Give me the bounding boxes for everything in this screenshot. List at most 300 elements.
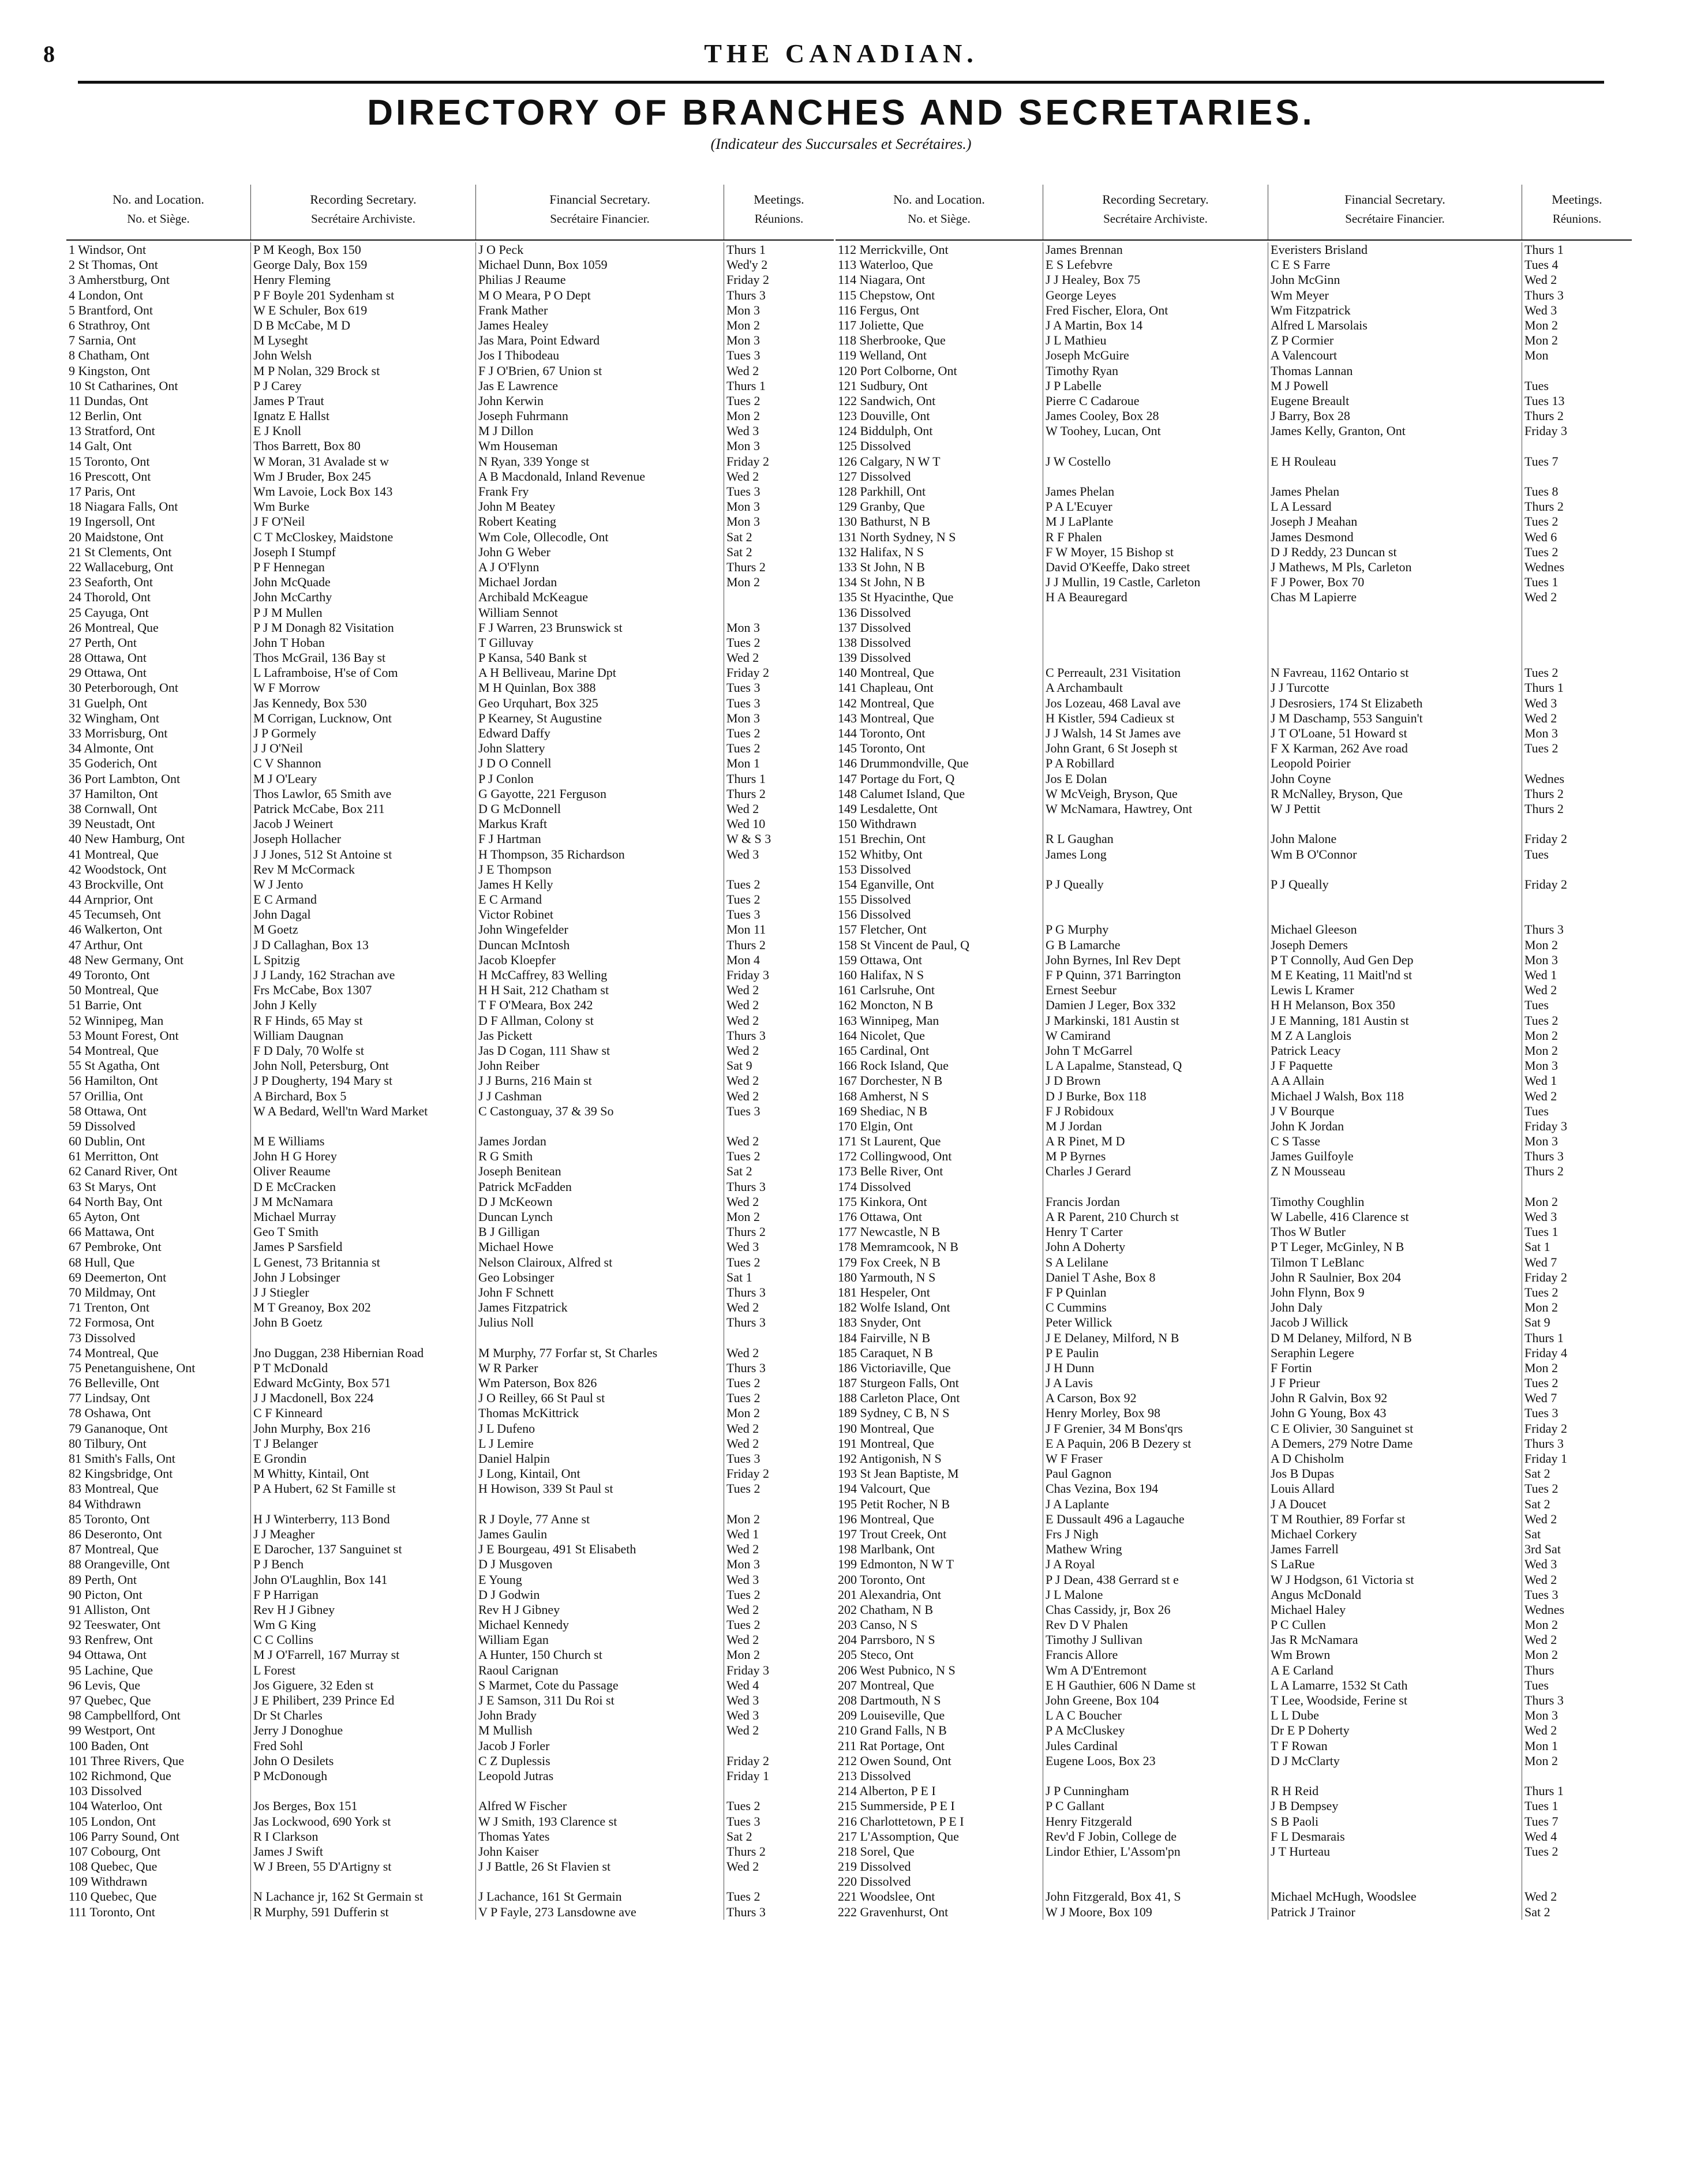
header-financial xyxy=(476,185,724,239)
recording-secretary-cell: L Laframboise, H'se of Com xyxy=(251,665,476,680)
page-title: DIRECTORY OF BRANCHES AND SECRETARIES. xyxy=(367,93,1315,133)
recording-secretary-cell: Wm J Bruder, Box 245 xyxy=(251,469,476,484)
financial-secretary-cell: J Lachance, 161 St Germain xyxy=(476,1889,724,1904)
location-cell: 141 Chapleau, Ont xyxy=(836,680,1043,695)
table-row xyxy=(836,288,1632,303)
location-cell: 88 Orangeville, Ont xyxy=(66,1557,251,1572)
recording-secretary-cell: M Goetz xyxy=(251,922,476,937)
recording-secretary-cell: J A Lavis xyxy=(1043,1376,1268,1391)
financial-secretary-cell: Joseph J Meahan xyxy=(1268,514,1522,529)
financial-secretary-cell: James Kelly, Granton, Ont xyxy=(1268,424,1522,439)
financial-secretary-cell: Angus McDonald xyxy=(1268,1587,1522,1602)
meeting-cell: Mon 3 xyxy=(1524,1058,1559,1073)
financial-secretary-cell: John Wingefelder xyxy=(476,922,724,937)
financial-secretary-cell: M H Quinlan, Box 388 xyxy=(476,680,724,695)
financial-secretary-cell: John Slattery xyxy=(476,741,724,756)
financial-secretary-cell: J F Paquette xyxy=(1268,1058,1522,1073)
location-cell: 10 St Catharines, Ont xyxy=(66,379,251,394)
location-cell: 8 Chatham, Ont xyxy=(66,348,251,363)
location-cell: 108 Quebec, Que xyxy=(66,1859,251,1874)
meeting-cell: Tues 2 xyxy=(1524,544,1559,559)
recording-secretary-cell: P F Boyle 201 Sydenham st xyxy=(251,288,476,303)
table-row xyxy=(836,1723,1632,1738)
financial-secretary-cell: Frank Mather xyxy=(476,303,724,318)
meeting-cell xyxy=(724,1119,834,1134)
meeting-cell: Friday 1 xyxy=(1524,1451,1567,1466)
financial-secretary-cell: Nelson Clairoux, Alfred st xyxy=(476,1255,724,1270)
table-row xyxy=(66,514,834,529)
financial-secretary-cell: John K Jordan xyxy=(1268,1119,1522,1134)
recording-secretary-cell: J J Meagher xyxy=(251,1527,476,1542)
table-row xyxy=(66,1874,834,1889)
meeting-cell: Wed 2 xyxy=(1524,1889,1557,1904)
recording-secretary-cell: George Daly, Box 159 xyxy=(251,257,476,272)
table-row xyxy=(836,560,1632,575)
location-cell: 42 Woodstock, Ont xyxy=(66,862,251,877)
table-row xyxy=(836,424,1632,439)
location-cell: 50 Montreal, Que xyxy=(66,983,251,998)
location-cell: 130 Bathurst, N B xyxy=(836,514,1043,529)
table-row xyxy=(66,983,834,998)
table-row xyxy=(836,1331,1632,1346)
running-head: THE CANADIAN. xyxy=(704,39,978,68)
header-financial-en: Financial Secretary. xyxy=(549,192,650,207)
recording-secretary-cell xyxy=(1043,439,1268,454)
meeting-cell: Wed 2 xyxy=(1524,1572,1557,1587)
meeting-cell: Wed 2 xyxy=(1524,1632,1557,1647)
meeting-cell: Tues 2 xyxy=(726,393,761,408)
table-row xyxy=(836,922,1632,937)
location-cell: 131 North Sydney, N S xyxy=(836,530,1043,545)
recording-secretary-cell: L Spitzig xyxy=(251,953,476,968)
recording-secretary-cell: Jerry J Donoghue xyxy=(251,1723,476,1738)
meeting-cell: Thurs 1 xyxy=(726,771,766,786)
location-cell: 178 Memramcook, N B xyxy=(836,1239,1043,1254)
location-cell: 29 Ottawa, Ont xyxy=(66,665,251,680)
meeting-cell: Wed 2 xyxy=(1524,710,1557,725)
financial-secretary-cell: J O Peck xyxy=(476,242,724,257)
table-row xyxy=(66,786,834,801)
table-row xyxy=(66,348,834,363)
table-row xyxy=(836,272,1632,287)
recording-secretary-cell: C F Kinneard xyxy=(251,1406,476,1421)
table-row xyxy=(836,1209,1632,1224)
meeting-cell: Wed 2 xyxy=(726,1345,759,1360)
financial-secretary-cell: William Egan xyxy=(476,1632,724,1647)
location-cell: 90 Picton, Ont xyxy=(66,1587,251,1602)
recording-secretary-cell: S A Lelilane xyxy=(1043,1255,1268,1270)
recording-secretary-cell: Wm Burke xyxy=(251,499,476,514)
recording-secretary-cell: J F Grenier, 34 M Bons'qrs xyxy=(1043,1421,1268,1436)
meeting-cell: Tues 2 xyxy=(726,1376,761,1391)
recording-secretary-cell: Jos E Dolan xyxy=(1043,771,1268,786)
meeting-cell: Thurs 3 xyxy=(1524,1149,1564,1164)
meeting-cell: Wed 2 xyxy=(726,1421,759,1436)
location-cell: 185 Caraquet, N B xyxy=(836,1346,1043,1361)
recording-secretary-cell: Geo T Smith xyxy=(251,1224,476,1239)
recording-secretary-cell: Jos Giguere, 32 Eden st xyxy=(251,1678,476,1693)
table-row xyxy=(66,1239,834,1254)
location-cell: 218 Sorel, Que xyxy=(836,1844,1043,1859)
table-row xyxy=(836,1073,1632,1088)
meeting-cell: Thurs 2 xyxy=(1524,499,1564,514)
table-row xyxy=(836,1693,1632,1708)
financial-secretary-cell: John G Weber xyxy=(476,545,724,560)
recording-secretary-cell: Paul Gagnon xyxy=(1043,1466,1268,1481)
table-row xyxy=(66,303,834,318)
location-cell: 136 Dissolved xyxy=(836,605,1043,620)
recording-secretary-cell: P E Paulin xyxy=(1043,1346,1268,1361)
table-row xyxy=(836,953,1632,968)
location-cell: 76 Belleville, Ont xyxy=(66,1376,251,1391)
table-row xyxy=(66,1739,834,1754)
location-cell: 73 Dissolved xyxy=(66,1331,251,1346)
financial-secretary-cell: H H Sait, 212 Chatham st xyxy=(476,983,724,998)
location-cell: 36 Port Lambton, Ont xyxy=(66,771,251,786)
meeting-cell: Mon 3 xyxy=(726,333,761,348)
location-cell: 102 Richmond, Que xyxy=(66,1769,251,1784)
table-row xyxy=(66,711,834,726)
recording-secretary-cell: P J Carey xyxy=(251,379,476,394)
table-row xyxy=(66,1285,834,1300)
financial-secretary-cell: Jacob J Forler xyxy=(476,1739,724,1754)
table-row xyxy=(66,1315,834,1330)
table-row xyxy=(66,680,834,695)
table-row xyxy=(66,1784,834,1799)
location-cell: 16 Prescott, Ont xyxy=(66,469,251,484)
financial-secretary-cell xyxy=(1268,862,1522,877)
meeting-cell: Wed 3 xyxy=(1524,302,1557,317)
recording-secretary-cell: Jacob J Weinert xyxy=(251,816,476,831)
location-cell: 51 Barrie, Ont xyxy=(66,998,251,1013)
location-cell: 99 Westport, Ont xyxy=(66,1723,251,1738)
meeting-cell: Tues 2 xyxy=(1524,1376,1559,1391)
table-row xyxy=(66,907,834,922)
recording-secretary-cell: Oliver Reaume xyxy=(251,1164,476,1179)
financial-secretary-cell: John Coyne xyxy=(1268,771,1522,786)
location-cell: 114 Niagara, Ont xyxy=(836,272,1043,287)
recording-secretary-cell: C Cummins xyxy=(1043,1300,1268,1315)
meeting-cell: Friday 2 xyxy=(726,1753,769,1768)
table-row xyxy=(836,1376,1632,1391)
financial-secretary-cell: W R Parker xyxy=(476,1361,724,1376)
recording-secretary-cell: W Moran, 31 Avalade st w xyxy=(251,454,476,469)
meeting-cell xyxy=(1522,364,1632,379)
financial-secretary-cell: A Hunter, 150 Church st xyxy=(476,1647,724,1662)
location-cell: 72 Formosa, Ont xyxy=(66,1315,251,1330)
meeting-cell: Mon 2 xyxy=(1524,1043,1559,1058)
table-row xyxy=(836,696,1632,711)
meeting-cell xyxy=(1522,605,1632,620)
table-row xyxy=(66,1632,834,1647)
financial-secretary-cell xyxy=(1268,892,1522,907)
recording-secretary-cell: Frs McCabe, Box 1307 xyxy=(251,983,476,998)
recording-secretary-cell: M P Nolan, 329 Brock st xyxy=(251,364,476,379)
financial-secretary-cell: Joseph Benitean xyxy=(476,1164,724,1179)
financial-secretary-cell: Michael Gleeson xyxy=(1268,922,1522,937)
meeting-cell xyxy=(1522,756,1632,771)
financial-secretary-cell xyxy=(1268,1769,1522,1784)
recording-secretary-cell: W E Schuler, Box 619 xyxy=(251,303,476,318)
financial-secretary-cell: Geo Urquhart, Box 325 xyxy=(476,696,724,711)
meeting-cell xyxy=(1522,635,1632,650)
table-row xyxy=(836,877,1632,892)
recording-secretary-cell: James P Sarsfield xyxy=(251,1239,476,1254)
recording-secretary-cell: John McCarthy xyxy=(251,590,476,605)
table-row xyxy=(836,1285,1632,1300)
table-row xyxy=(66,1164,834,1179)
meeting-cell: Mon 2 xyxy=(726,1647,761,1662)
recording-secretary-cell: C T McCloskey, Maidstone xyxy=(251,530,476,545)
table-row xyxy=(66,1527,834,1542)
location-cell: 107 Cobourg, Ont xyxy=(66,1844,251,1859)
table-row xyxy=(836,1663,1632,1678)
header-recording xyxy=(1043,185,1268,239)
recording-secretary-cell: A R Pinet, M D xyxy=(1043,1134,1268,1149)
meeting-cell: Wed 2 xyxy=(726,1300,759,1315)
table-row xyxy=(836,1255,1632,1270)
header-financial-en: Financial Secretary. xyxy=(1344,192,1445,207)
financial-secretary-cell: Thomas Yates xyxy=(476,1829,724,1844)
meeting-cell: Tues 2 xyxy=(726,1391,761,1406)
financial-secretary-cell: B J Gilligan xyxy=(476,1224,724,1239)
meeting-cell xyxy=(1522,620,1632,635)
table-row xyxy=(836,439,1632,454)
location-cell: 12 Berlin, Ont xyxy=(66,409,251,424)
table-row xyxy=(836,1361,1632,1376)
meeting-cell: Tues xyxy=(1524,1677,1549,1692)
meeting-cell: Tues 7 xyxy=(1524,454,1559,469)
recording-secretary-cell: Thos Barrett, Box 80 xyxy=(251,439,476,454)
location-cell: 100 Baden, Ont xyxy=(66,1739,251,1754)
location-cell: 155 Dissolved xyxy=(836,892,1043,907)
recording-secretary-cell: Timothy J Sullivan xyxy=(1043,1632,1268,1647)
financial-secretary-cell: John Flynn, Box 9 xyxy=(1268,1285,1522,1300)
location-cell: 150 Withdrawn xyxy=(836,816,1043,831)
financial-secretary-cell: John Kerwin xyxy=(476,394,724,409)
recording-secretary-cell: P J Dean, 438 Gerrard st e xyxy=(1043,1572,1268,1587)
table-row xyxy=(836,242,1632,257)
table-row xyxy=(836,1421,1632,1436)
table-row xyxy=(836,1905,1632,1920)
financial-secretary-cell: V P Fayle, 273 Lansdowne ave xyxy=(476,1905,724,1920)
table-row xyxy=(66,1663,834,1678)
location-cell: 182 Wolfe Island, Ont xyxy=(836,1300,1043,1315)
header-meetings xyxy=(1522,185,1632,239)
financial-secretary-cell: D J Musgoven xyxy=(476,1557,724,1572)
recording-secretary-cell: John T Hoban xyxy=(251,635,476,650)
meeting-cell xyxy=(724,590,834,605)
table-row xyxy=(66,1073,834,1088)
recording-secretary-cell: Wm Lavoie, Lock Box 143 xyxy=(251,484,476,499)
table-row xyxy=(836,1799,1632,1814)
recording-secretary-cell: Chas Vezina, Box 194 xyxy=(1043,1481,1268,1496)
location-cell: 211 Rat Portage, Ont xyxy=(836,1739,1043,1754)
location-cell: 199 Edmonton, N W T xyxy=(836,1557,1043,1572)
financial-secretary-cell: Wm Cole, Ollecodle, Ont xyxy=(476,530,724,545)
location-cell: 40 New Hamburg, Ont xyxy=(66,831,251,846)
location-cell: 22 Wallaceburg, Ont xyxy=(66,560,251,575)
meeting-cell: Wed 2 xyxy=(1524,1088,1557,1103)
location-cell: 157 Fletcher, Ont xyxy=(836,922,1043,937)
recording-secretary-cell: W A Bedard, Well'tn Ward Market xyxy=(251,1104,476,1119)
recording-secretary-cell: G B Lamarche xyxy=(1043,938,1268,953)
meeting-cell: Tues 2 xyxy=(726,876,761,891)
location-cell: 156 Dissolved xyxy=(836,907,1043,922)
location-cell: 18 Niagara Falls, Ont xyxy=(66,499,251,514)
financial-secretary-cell: R H Reid xyxy=(1268,1784,1522,1799)
meeting-cell xyxy=(1522,650,1632,665)
location-cell: 61 Merritton, Ont xyxy=(66,1149,251,1164)
recording-secretary-cell: W McNamara, Hawtrey, Ont xyxy=(1043,801,1268,816)
table-row xyxy=(836,983,1632,998)
location-cell: 132 Halifax, N S xyxy=(836,545,1043,560)
recording-secretary-cell: L A C Boucher xyxy=(1043,1708,1268,1723)
recording-secretary-cell: J J Walsh, 14 St James ave xyxy=(1043,726,1268,741)
table-row xyxy=(836,1572,1632,1587)
meeting-cell: Sat 9 xyxy=(726,1058,752,1073)
table-row xyxy=(836,484,1632,499)
meeting-cell xyxy=(724,1874,834,1889)
recording-secretary-cell: James Long xyxy=(1043,847,1268,862)
recording-secretary-cell: J A Martin, Box 14 xyxy=(1043,318,1268,333)
location-cell: 115 Chepstow, Ont xyxy=(836,288,1043,303)
recording-secretary-cell: P J M Mullen xyxy=(251,605,476,620)
meeting-cell: Tues 3 xyxy=(1524,1587,1559,1602)
location-cell: 39 Neustadt, Ont xyxy=(66,816,251,831)
location-cell: 106 Parry Sound, Ont xyxy=(66,1829,251,1844)
table-row xyxy=(66,1512,834,1527)
financial-secretary-cell: A H Belliveau, Marine Dpt xyxy=(476,665,724,680)
table-row xyxy=(836,1149,1632,1164)
header-recording-en: Recording Secretary. xyxy=(1102,192,1209,207)
location-cell: 151 Brechin, Ont xyxy=(836,831,1043,846)
financial-secretary-cell: Michael Kennedy xyxy=(476,1617,724,1632)
recording-secretary-cell: Pierre C Cadaroue xyxy=(1043,394,1268,409)
recording-secretary-cell: Francis Jordan xyxy=(1043,1194,1268,1209)
meeting-cell: Mon 2 xyxy=(726,1209,761,1224)
location-cell: 205 Steco, Ont xyxy=(836,1647,1043,1662)
recording-secretary-cell: H Kistler, 594 Cadieux st xyxy=(1043,711,1268,726)
recording-secretary-cell: F J Robidoux xyxy=(1043,1104,1268,1119)
meeting-cell xyxy=(1522,892,1632,907)
table-row xyxy=(836,741,1632,756)
header-meetings-en: Meetings. xyxy=(754,192,804,207)
meeting-cell: Wed 1 xyxy=(1524,1073,1557,1088)
recording-secretary-cell: J A Royal xyxy=(1043,1557,1268,1572)
recording-secretary-cell: Joseph Hollacher xyxy=(251,831,476,846)
financial-secretary-cell: Duncan McIntosh xyxy=(476,938,724,953)
table-row xyxy=(836,409,1632,424)
location-cell: 46 Walkerton, Ont xyxy=(66,922,251,937)
financial-secretary-cell: L A Lamarre, 1532 St Cath xyxy=(1268,1678,1522,1693)
recording-secretary-cell xyxy=(251,1874,476,1889)
recording-secretary-cell: J F O'Neil xyxy=(251,514,476,529)
financial-secretary-cell: E H Rouleau xyxy=(1268,454,1522,469)
location-cell: 139 Dissolved xyxy=(836,650,1043,665)
table-row xyxy=(836,1179,1632,1194)
meeting-cell: Mon 3 xyxy=(1524,726,1559,740)
financial-secretary-cell: A J O'Flynn xyxy=(476,560,724,575)
table-row xyxy=(66,816,834,831)
financial-secretary-cell xyxy=(476,1497,724,1512)
location-cell: 198 Marlbank, Ont xyxy=(836,1542,1043,1557)
header-location-en: No. and Location. xyxy=(113,192,204,207)
location-cell: 64 North Bay, Ont xyxy=(66,1194,251,1209)
table-row xyxy=(66,560,834,575)
location-cell: 188 Carleton Place, Ont xyxy=(836,1391,1043,1406)
financial-secretary-cell: Jos I Thibodeau xyxy=(476,348,724,363)
meeting-cell: Tues 3 xyxy=(726,907,761,922)
table-row xyxy=(66,1859,834,1874)
meeting-cell: Tues xyxy=(1524,846,1549,861)
meeting-cell: Mon 3 xyxy=(726,620,761,635)
location-cell: 78 Oshawa, Ont xyxy=(66,1406,251,1421)
location-cell: 57 Orillia, Ont xyxy=(66,1089,251,1104)
meeting-cell: Tues 2 xyxy=(1524,665,1559,680)
location-cell: 186 Victoriaville, Que xyxy=(836,1361,1043,1376)
recording-secretary-cell: J Markinski, 181 Austin st xyxy=(1043,1013,1268,1028)
table-row xyxy=(66,242,834,257)
financial-secretary-cell: John G Young, Box 43 xyxy=(1268,1406,1522,1421)
recording-secretary-cell: Thos McGrail, 136 Bay st xyxy=(251,650,476,665)
financial-secretary-cell: Patrick Leacy xyxy=(1268,1043,1522,1058)
meeting-cell: Mon 2 xyxy=(726,1406,761,1421)
financial-secretary-cell: T Gilluvay xyxy=(476,635,724,650)
recording-secretary-cell: Joseph I Stumpf xyxy=(251,545,476,560)
table-row xyxy=(66,1013,834,1028)
financial-secretary-cell: William Sennot xyxy=(476,605,724,620)
meeting-cell xyxy=(724,1331,834,1346)
recording-secretary-cell xyxy=(1043,620,1268,635)
financial-secretary-cell xyxy=(476,1331,724,1346)
recording-secretary-cell: J P Dougherty, 194 Mary st xyxy=(251,1073,476,1088)
location-cell: 142 Montreal, Que xyxy=(836,696,1043,711)
meeting-cell: Wed 1 xyxy=(726,1526,759,1541)
meeting-cell: Wed 2 xyxy=(726,363,759,378)
financial-secretary-cell: J T O'Loane, 51 Howard st xyxy=(1268,726,1522,741)
meeting-cell: Sat 2 xyxy=(1524,1904,1550,1919)
recording-secretary-cell: John Dagal xyxy=(251,907,476,922)
recording-secretary-cell: Charles J Gerard xyxy=(1043,1164,1268,1179)
meeting-cell: Sat 2 xyxy=(1524,1466,1550,1481)
meeting-cell: Sat 1 xyxy=(1524,1239,1550,1254)
table-row xyxy=(836,1436,1632,1451)
header-location-en: No. and Location. xyxy=(893,192,985,207)
location-cell: 43 Brockville, Ont xyxy=(66,877,251,892)
location-cell: 38 Cornwall, Ont xyxy=(66,801,251,816)
location-cell: 196 Montreal, Que xyxy=(836,1512,1043,1527)
recording-secretary-cell: N Lachance jr, 162 St Germain st xyxy=(251,1889,476,1904)
table-row xyxy=(66,1376,834,1391)
meeting-cell: Tues 3 xyxy=(726,680,761,695)
table-row xyxy=(66,1497,834,1512)
location-cell: 32 Wingham, Ont xyxy=(66,711,251,726)
table-row xyxy=(66,650,834,665)
table-row xyxy=(66,1300,834,1315)
table-row xyxy=(836,514,1632,529)
financial-secretary-cell: M J Powell xyxy=(1268,379,1522,394)
location-cell: 85 Toronto, Ont xyxy=(66,1512,251,1527)
meeting-cell: Wednes xyxy=(1524,1602,1565,1617)
table-row xyxy=(66,333,834,348)
financial-secretary-cell: Jas E Lawrence xyxy=(476,379,724,394)
meeting-cell: Thurs 3 xyxy=(726,1360,766,1375)
recording-secretary-cell: P J Bench xyxy=(251,1557,476,1572)
financial-secretary-cell: Jacob J Willick xyxy=(1268,1315,1522,1330)
table-row xyxy=(66,394,834,409)
financial-secretary-cell: Lewis L Kramer xyxy=(1268,983,1522,998)
